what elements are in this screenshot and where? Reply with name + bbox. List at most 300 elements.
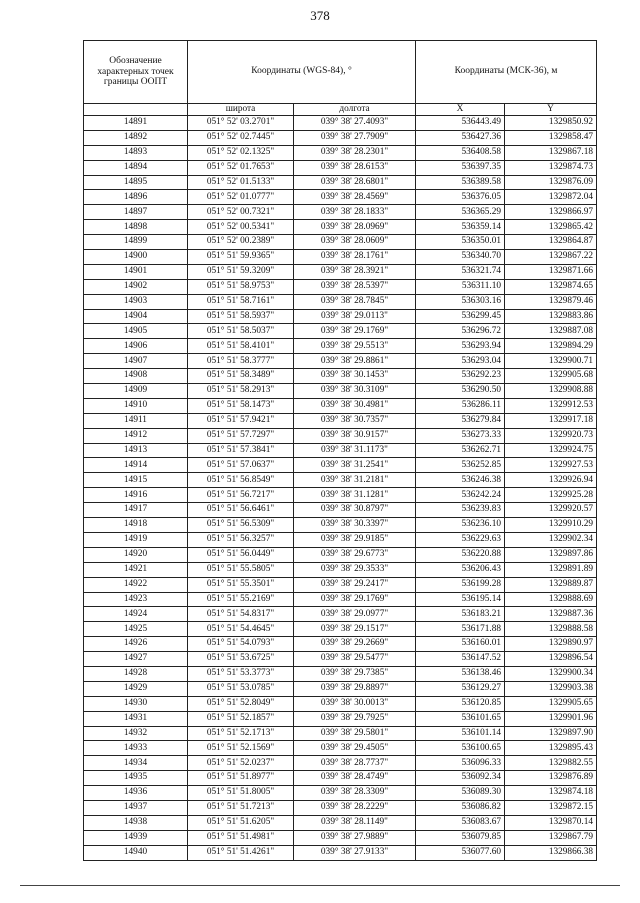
point-id: 14925 [84,622,188,637]
table-row [84,130,597,145]
point-id: 14902 [84,279,188,294]
latitude: 051° 51' 53.3773" [188,666,294,681]
coord-y: 1329901.96 [505,711,597,726]
point-id: 14922 [84,577,188,592]
coord-x: 536292.23 [416,369,505,384]
point-id: 14915 [84,473,188,488]
point-id: 14910 [84,398,188,413]
latitude: 051° 51' 58.7161" [188,294,294,309]
latitude: 051° 51' 51.4261" [188,845,294,860]
point-id: 14927 [84,652,188,667]
longitude: 039° 38' 29.9185" [294,532,416,547]
table-row [84,116,597,131]
coord-x: 536321.74 [416,264,505,279]
coord-y: 1329900.71 [505,354,597,369]
coord-x: 536120.85 [416,696,505,711]
longitude: 039° 38' 27.4093" [294,116,416,131]
point-id: 14896 [84,190,188,205]
longitude: 039° 38' 29.5513" [294,339,416,354]
coord-y: 1329888.69 [505,592,597,607]
longitude: 039° 38' 29.8861" [294,354,416,369]
latitude: 051° 51' 51.7213" [188,800,294,815]
point-id: 14923 [84,592,188,607]
latitude: 051° 51' 51.8977" [188,771,294,786]
coord-x: 536252.85 [416,458,505,473]
table-row [84,800,597,815]
longitude: 039° 38' 28.2229" [294,800,416,815]
table-row [84,562,597,577]
latitude: 051° 51' 52.0237" [188,756,294,771]
subheader-lat: широта [188,104,294,116]
coord-y: 1329883.86 [505,309,597,324]
point-id: 14938 [84,815,188,830]
longitude: 039° 38' 28.7737" [294,756,416,771]
longitude: 039° 38' 31.1281" [294,488,416,503]
longitude: 039° 38' 28.1149" [294,815,416,830]
latitude: 051° 51' 55.5805" [188,562,294,577]
longitude: 039° 38' 29.5801" [294,726,416,741]
table-row [84,443,597,458]
table-row [84,532,597,547]
coord-x: 536246.38 [416,473,505,488]
point-id: 14933 [84,741,188,756]
coord-y: 1329890.97 [505,637,597,652]
table-row [84,726,597,741]
table-row [84,413,597,428]
latitude: 051° 51' 58.1473" [188,398,294,413]
longitude: 039° 38' 29.5477" [294,652,416,667]
coord-y: 1329889.87 [505,577,597,592]
point-id: 14891 [84,116,188,131]
point-id: 14901 [84,264,188,279]
longitude: 039° 38' 29.2417" [294,577,416,592]
coord-x: 536195.14 [416,592,505,607]
coord-y: 1329850.92 [505,116,597,131]
coord-y: 1329912.53 [505,398,597,413]
coord-x: 536299.45 [416,309,505,324]
latitude: 051° 51' 58.5937" [188,309,294,324]
coord-x: 536376.05 [416,190,505,205]
longitude: 039° 38' 29.7925" [294,711,416,726]
table-row [84,473,597,488]
coord-y: 1329865.42 [505,220,597,235]
table-row [84,294,597,309]
table-row [84,175,597,190]
coord-x: 536147.52 [416,652,505,667]
latitude: 051° 51' 52.1713" [188,726,294,741]
coord-x: 536239.83 [416,503,505,518]
latitude: 051° 52' 00.2389" [188,235,294,250]
point-id: 14905 [84,324,188,339]
coord-x: 536199.28 [416,577,505,592]
point-id: 14921 [84,562,188,577]
coord-x: 536160.01 [416,637,505,652]
coord-y: 1329887.08 [505,324,597,339]
point-id: 14930 [84,696,188,711]
point-id: 14900 [84,250,188,265]
latitude: 051° 52' 02.1325" [188,145,294,160]
table-row [84,250,597,265]
coord-x: 536138.46 [416,666,505,681]
latitude: 051° 52' 03.2701" [188,116,294,131]
point-id: 14903 [84,294,188,309]
coord-x: 536340.70 [416,250,505,265]
longitude: 039° 38' 30.9157" [294,428,416,443]
table-row [84,428,597,443]
bottom-rule [20,885,620,886]
point-id: 14928 [84,666,188,681]
longitude: 039° 38' 28.7845" [294,294,416,309]
coord-x: 536079.85 [416,830,505,845]
table-row [84,398,597,413]
point-id: 14908 [84,369,188,384]
coord-y: 1329874.73 [505,160,597,175]
point-id: 14909 [84,384,188,399]
point-id: 14898 [84,220,188,235]
point-id: 14940 [84,845,188,860]
table-row [84,786,597,801]
coord-y: 1329866.97 [505,205,597,220]
table-row [84,547,597,562]
coord-y: 1329870.14 [505,815,597,830]
latitude: 051° 51' 58.5037" [188,324,294,339]
longitude: 039° 38' 28.6153" [294,160,416,175]
coord-y: 1329858.47 [505,130,597,145]
longitude: 039° 38' 29.3533" [294,562,416,577]
coord-x: 536303.16 [416,294,505,309]
header-msk: Координаты (МСК-36), м [416,41,597,104]
header-wgs: Координаты (WGS-84), ° [188,41,416,104]
coord-y: 1329866.38 [505,845,597,860]
longitude: 039° 38' 28.5397" [294,279,416,294]
point-id: 14926 [84,637,188,652]
latitude: 051° 51' 56.3257" [188,532,294,547]
coordinates-table [83,40,597,861]
table-row [84,384,597,399]
longitude: 039° 38' 29.4505" [294,741,416,756]
latitude: 051° 51' 58.3489" [188,369,294,384]
longitude: 039° 38' 28.3921" [294,264,416,279]
table-row [84,190,597,205]
coord-x: 536096.33 [416,756,505,771]
coord-x: 536286.11 [416,398,505,413]
coord-y: 1329879.46 [505,294,597,309]
longitude: 039° 38' 28.3309" [294,786,416,801]
table-row [84,488,597,503]
coord-x: 536293.04 [416,354,505,369]
longitude: 039° 38' 31.1173" [294,443,416,458]
coord-x: 536290.50 [416,384,505,399]
coord-y: 1329867.22 [505,250,597,265]
point-id: 14936 [84,786,188,801]
coord-x: 536083.67 [416,815,505,830]
coord-y: 1329896.54 [505,652,597,667]
point-id: 14916 [84,488,188,503]
coord-x: 536100.65 [416,741,505,756]
table-row [84,458,597,473]
latitude: 051° 51' 57.0637" [188,458,294,473]
latitude: 051° 51' 54.4645" [188,622,294,637]
coord-x: 536427.36 [416,130,505,145]
coord-y: 1329891.89 [505,562,597,577]
table-row [84,577,597,592]
table-row [84,681,597,696]
table-row [84,339,597,354]
latitude: 051° 51' 59.3209" [188,264,294,279]
table-row [84,652,597,667]
table-row [84,503,597,518]
point-id: 14919 [84,532,188,547]
coord-y: 1329924.75 [505,443,597,458]
point-id: 14929 [84,681,188,696]
coord-y: 1329908.88 [505,384,597,399]
point-id: 14937 [84,800,188,815]
latitude: 051° 51' 58.2913" [188,384,294,399]
coord-y: 1329876.09 [505,175,597,190]
point-id: 14894 [84,160,188,175]
table-row [84,711,597,726]
coord-x: 536273.33 [416,428,505,443]
table-row [84,220,597,235]
latitude: 051° 51' 52.1857" [188,711,294,726]
coord-x: 536443.49 [416,116,505,131]
coord-x: 536236.10 [416,518,505,533]
table-body [84,116,597,861]
longitude: 039° 38' 27.9133" [294,845,416,860]
coord-y: 1329905.65 [505,696,597,711]
point-id: 14893 [84,145,188,160]
point-id: 14920 [84,547,188,562]
point-id: 14899 [84,235,188,250]
longitude: 039° 38' 29.2669" [294,637,416,652]
coord-x: 536242.24 [416,488,505,503]
table-row [84,205,597,220]
latitude: 051° 52' 00.5341" [188,220,294,235]
longitude: 039° 38' 29.0113" [294,309,416,324]
longitude: 039° 38' 28.1833" [294,205,416,220]
coord-x: 536293.94 [416,339,505,354]
table-row [84,592,597,607]
longitude: 039° 38' 30.7357" [294,413,416,428]
coord-y: 1329897.90 [505,726,597,741]
coord-y: 1329903.38 [505,681,597,696]
latitude: 051° 52' 02.7445" [188,130,294,145]
latitude: 051° 51' 53.0785" [188,681,294,696]
coord-x: 536101.14 [416,726,505,741]
coord-y: 1329910.29 [505,518,597,533]
latitude: 051° 51' 56.8549" [188,473,294,488]
coord-x: 536350.01 [416,235,505,250]
coord-y: 1329872.15 [505,800,597,815]
coord-x: 536397.35 [416,160,505,175]
table-row [84,235,597,250]
table-row [84,741,597,756]
latitude: 051° 51' 57.7297" [188,428,294,443]
table-row [84,756,597,771]
coord-x: 536183.21 [416,607,505,622]
coord-x: 536206.43 [416,562,505,577]
latitude: 051° 51' 57.9421" [188,413,294,428]
longitude: 039° 38' 28.2301" [294,145,416,160]
table-row [84,160,597,175]
latitude: 051° 51' 51.8005" [188,786,294,801]
table-row [84,264,597,279]
table-row [84,771,597,786]
longitude: 039° 38' 28.0969" [294,220,416,235]
table-row [84,145,597,160]
coord-y: 1329905.68 [505,369,597,384]
latitude: 051° 51' 54.0793" [188,637,294,652]
longitude: 039° 38' 28.4749" [294,771,416,786]
latitude: 051° 52' 01.0777" [188,190,294,205]
coord-x: 536359.14 [416,220,505,235]
longitude: 039° 38' 31.2181" [294,473,416,488]
longitude: 039° 38' 29.6773" [294,547,416,562]
latitude: 051° 51' 58.4101" [188,339,294,354]
coord-y: 1329894.29 [505,339,597,354]
latitude: 051° 52' 01.7653" [188,160,294,175]
point-id: 14895 [84,175,188,190]
longitude: 039° 38' 27.9889" [294,830,416,845]
table-row [84,309,597,324]
coord-x: 536101.65 [416,711,505,726]
table-row [84,369,597,384]
longitude: 039° 38' 28.4569" [294,190,416,205]
point-id: 14906 [84,339,188,354]
longitude: 039° 38' 30.3109" [294,384,416,399]
coord-y: 1329882.55 [505,756,597,771]
point-id: 14939 [84,830,188,845]
page-number: 378 [310,8,330,23]
point-id: 14907 [84,354,188,369]
point-id: 14904 [84,309,188,324]
coord-y: 1329895.43 [505,741,597,756]
longitude: 039° 38' 29.1769" [294,324,416,339]
coord-x: 536365.29 [416,205,505,220]
coord-y: 1329874.18 [505,786,597,801]
latitude: 051° 51' 59.9365" [188,250,294,265]
longitude: 039° 38' 31.2541" [294,458,416,473]
point-id: 14918 [84,518,188,533]
longitude: 039° 38' 30.3397" [294,518,416,533]
latitude: 051° 51' 58.3777" [188,354,294,369]
point-id: 14912 [84,428,188,443]
point-id: 14934 [84,756,188,771]
coord-x: 536296.72 [416,324,505,339]
longitude: 039° 38' 29.1769" [294,592,416,607]
coord-x: 536408.58 [416,145,505,160]
coord-y: 1329872.04 [505,190,597,205]
coord-y: 1329927.53 [505,458,597,473]
coord-y: 1329867.79 [505,830,597,845]
point-id: 14913 [84,443,188,458]
coord-y: 1329926.94 [505,473,597,488]
latitude: 051° 51' 58.9753" [188,279,294,294]
latitude: 051° 51' 55.2169" [188,592,294,607]
coord-x: 536171.88 [416,622,505,637]
coord-y: 1329871.66 [505,264,597,279]
coord-y: 1329925.28 [505,488,597,503]
latitude: 051° 51' 56.5309" [188,518,294,533]
latitude: 051° 51' 55.3501" [188,577,294,592]
longitude: 039° 38' 27.7909" [294,130,416,145]
subheader-blank [84,104,188,116]
table-row [84,279,597,294]
longitude: 039° 38' 28.0609" [294,235,416,250]
table-row [84,696,597,711]
table-row [84,518,597,533]
table-row [84,607,597,622]
coord-x: 536389.58 [416,175,505,190]
subheader-y: Y [505,104,597,116]
coord-y: 1329874.65 [505,279,597,294]
coord-x: 536220.88 [416,547,505,562]
latitude: 051° 51' 56.0449" [188,547,294,562]
coord-y: 1329920.73 [505,428,597,443]
coord-x: 536229.63 [416,532,505,547]
latitude: 051° 52' 00.7321" [188,205,294,220]
latitude: 051° 51' 56.6461" [188,503,294,518]
point-id: 14892 [84,130,188,145]
longitude: 039° 38' 30.4981" [294,398,416,413]
table-row [84,324,597,339]
coord-x: 536311.10 [416,279,505,294]
point-id: 14935 [84,771,188,786]
coord-y: 1329900.34 [505,666,597,681]
coord-x: 536129.27 [416,681,505,696]
point-id: 14897 [84,205,188,220]
longitude: 039° 38' 29.0977" [294,607,416,622]
table-row [84,815,597,830]
latitude: 051° 51' 54.8317" [188,607,294,622]
coord-x: 536086.82 [416,800,505,815]
subheader-lon: долгота [294,104,416,116]
longitude: 039° 38' 30.0013" [294,696,416,711]
coord-y: 1329876.89 [505,771,597,786]
coord-y: 1329864.87 [505,235,597,250]
longitude: 039° 38' 28.1761" [294,250,416,265]
table-row [84,622,597,637]
coord-y: 1329902.34 [505,532,597,547]
header-point: Обозначение характерных точек границы ООПТ [84,41,188,104]
coord-x: 536089.30 [416,786,505,801]
longitude: 039° 38' 30.1453" [294,369,416,384]
latitude: 051° 51' 53.6725" [188,652,294,667]
table-row [84,354,597,369]
point-id: 14924 [84,607,188,622]
latitude: 051° 51' 52.8049" [188,696,294,711]
coord-y: 1329897.86 [505,547,597,562]
table-row [84,830,597,845]
longitude: 039° 38' 29.1517" [294,622,416,637]
table-row [84,845,597,860]
point-id: 14914 [84,458,188,473]
coord-x: 536077.60 [416,845,505,860]
point-id: 14932 [84,726,188,741]
latitude: 051° 52' 01.5133" [188,175,294,190]
point-id: 14917 [84,503,188,518]
longitude: 039° 38' 28.6801" [294,175,416,190]
latitude: 051° 51' 51.4981" [188,830,294,845]
latitude: 051° 51' 51.6205" [188,815,294,830]
coord-x: 536262.71 [416,443,505,458]
coord-y: 1329920.57 [505,503,597,518]
latitude: 051° 51' 57.3841" [188,443,294,458]
latitude: 051° 51' 52.1569" [188,741,294,756]
coord-y: 1329888.58 [505,622,597,637]
longitude: 039° 38' 29.7385" [294,666,416,681]
latitude: 051° 51' 56.7217" [188,488,294,503]
